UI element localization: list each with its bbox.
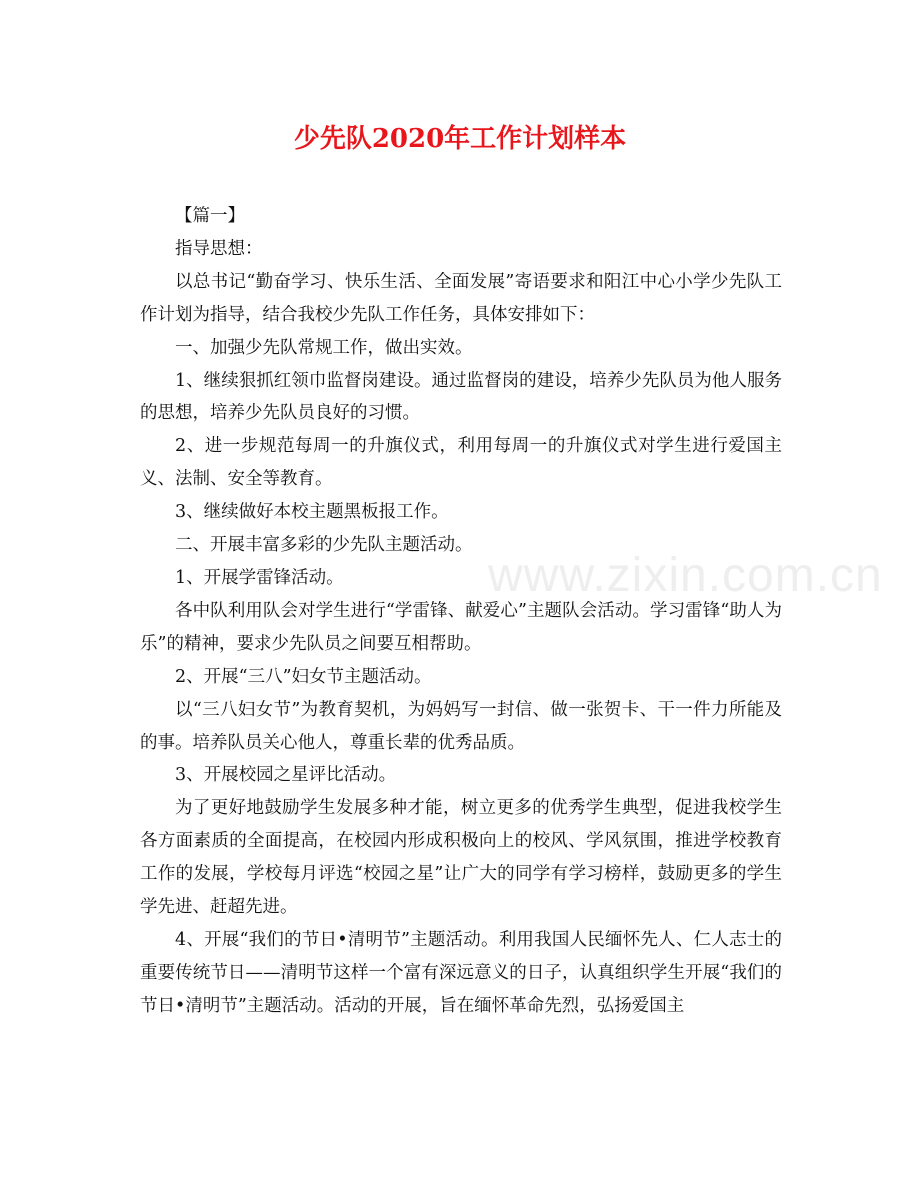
paragraph: 1、开展学雷锋活动。: [175, 567, 344, 588]
document-title: 少先队2020年工作计划样本: [293, 124, 627, 154]
paragraph: 以“三八妇女节”为教育契机，为妈妈写一封信、做一张贺卡、干一件力所能及的事。培养队员关心他人，尊重长辈的优秀品质。: [140, 699, 782, 753]
paragraph: 2、开展“三八”妇女节主题活动。: [175, 666, 432, 687]
paragraph: 4、开展“我们的节日•清明节”主题活动。利用我国人民缅怀先人、仁人志士的重要传统节日——清明节这样一个富有深远意义的日子，认真组织学生开展“我们的节日•清明节”主题活动。活动的开展，旨在缅怀革命先烈，弘扬爱国主: [140, 929, 782, 1016]
paragraph: 以总书记“勤奋学习、快乐生活、全面发展”寄语要求和阳江中心小学少先队工作计划为指导，结合我校少先队工作任务，具体安排如下：: [140, 271, 782, 325]
document-body: [140, 200, 782, 1023]
paragraph: 二、开展丰富多彩的少先队主题活动。: [175, 535, 473, 556]
watermark: www.zixin.com.cn: [488, 549, 883, 602]
paragraph: 3、开展校园之星评比活动。: [175, 765, 397, 786]
paragraph: 3、继续做好本校主题黑板报工作。: [175, 502, 449, 523]
paragraph: 一、加强少先队常规工作，做出实效。: [175, 337, 473, 358]
paragraph: 2、进一步规范每周一的升旗仪式，利用每周一的升旗仪式对学生进行爱国主义、法制、安全等教育。: [140, 436, 782, 490]
paragraph: 指导思想：: [175, 238, 263, 259]
paragraph: 1、继续狠抓红领巾监督岗建设。通过监督岗的建设，培养少先队员为他人服务的思想，培养少先队员良好的习惯。: [140, 370, 782, 424]
paragraph: 为了更好地鼓励学生发展多种才能，树立更多的优秀学生典型，促进我校学生各方面素质的全面提高，在校园内形成积极向上的校风、学风氛围，推进学校教育工作的发展，学校每月评选“校园之星”让广大的同学有学习榜样，鼓励更多的学生学先进、赶超先进。: [140, 798, 782, 918]
paragraph: 各中队利用队会对学生进行“学雷锋、献爱心”主题队会活动。学习雷锋“助人为乐”的精神，要求少先队员之间要互相帮助。: [140, 600, 782, 654]
section-heading: 【篇一】: [175, 206, 245, 226]
